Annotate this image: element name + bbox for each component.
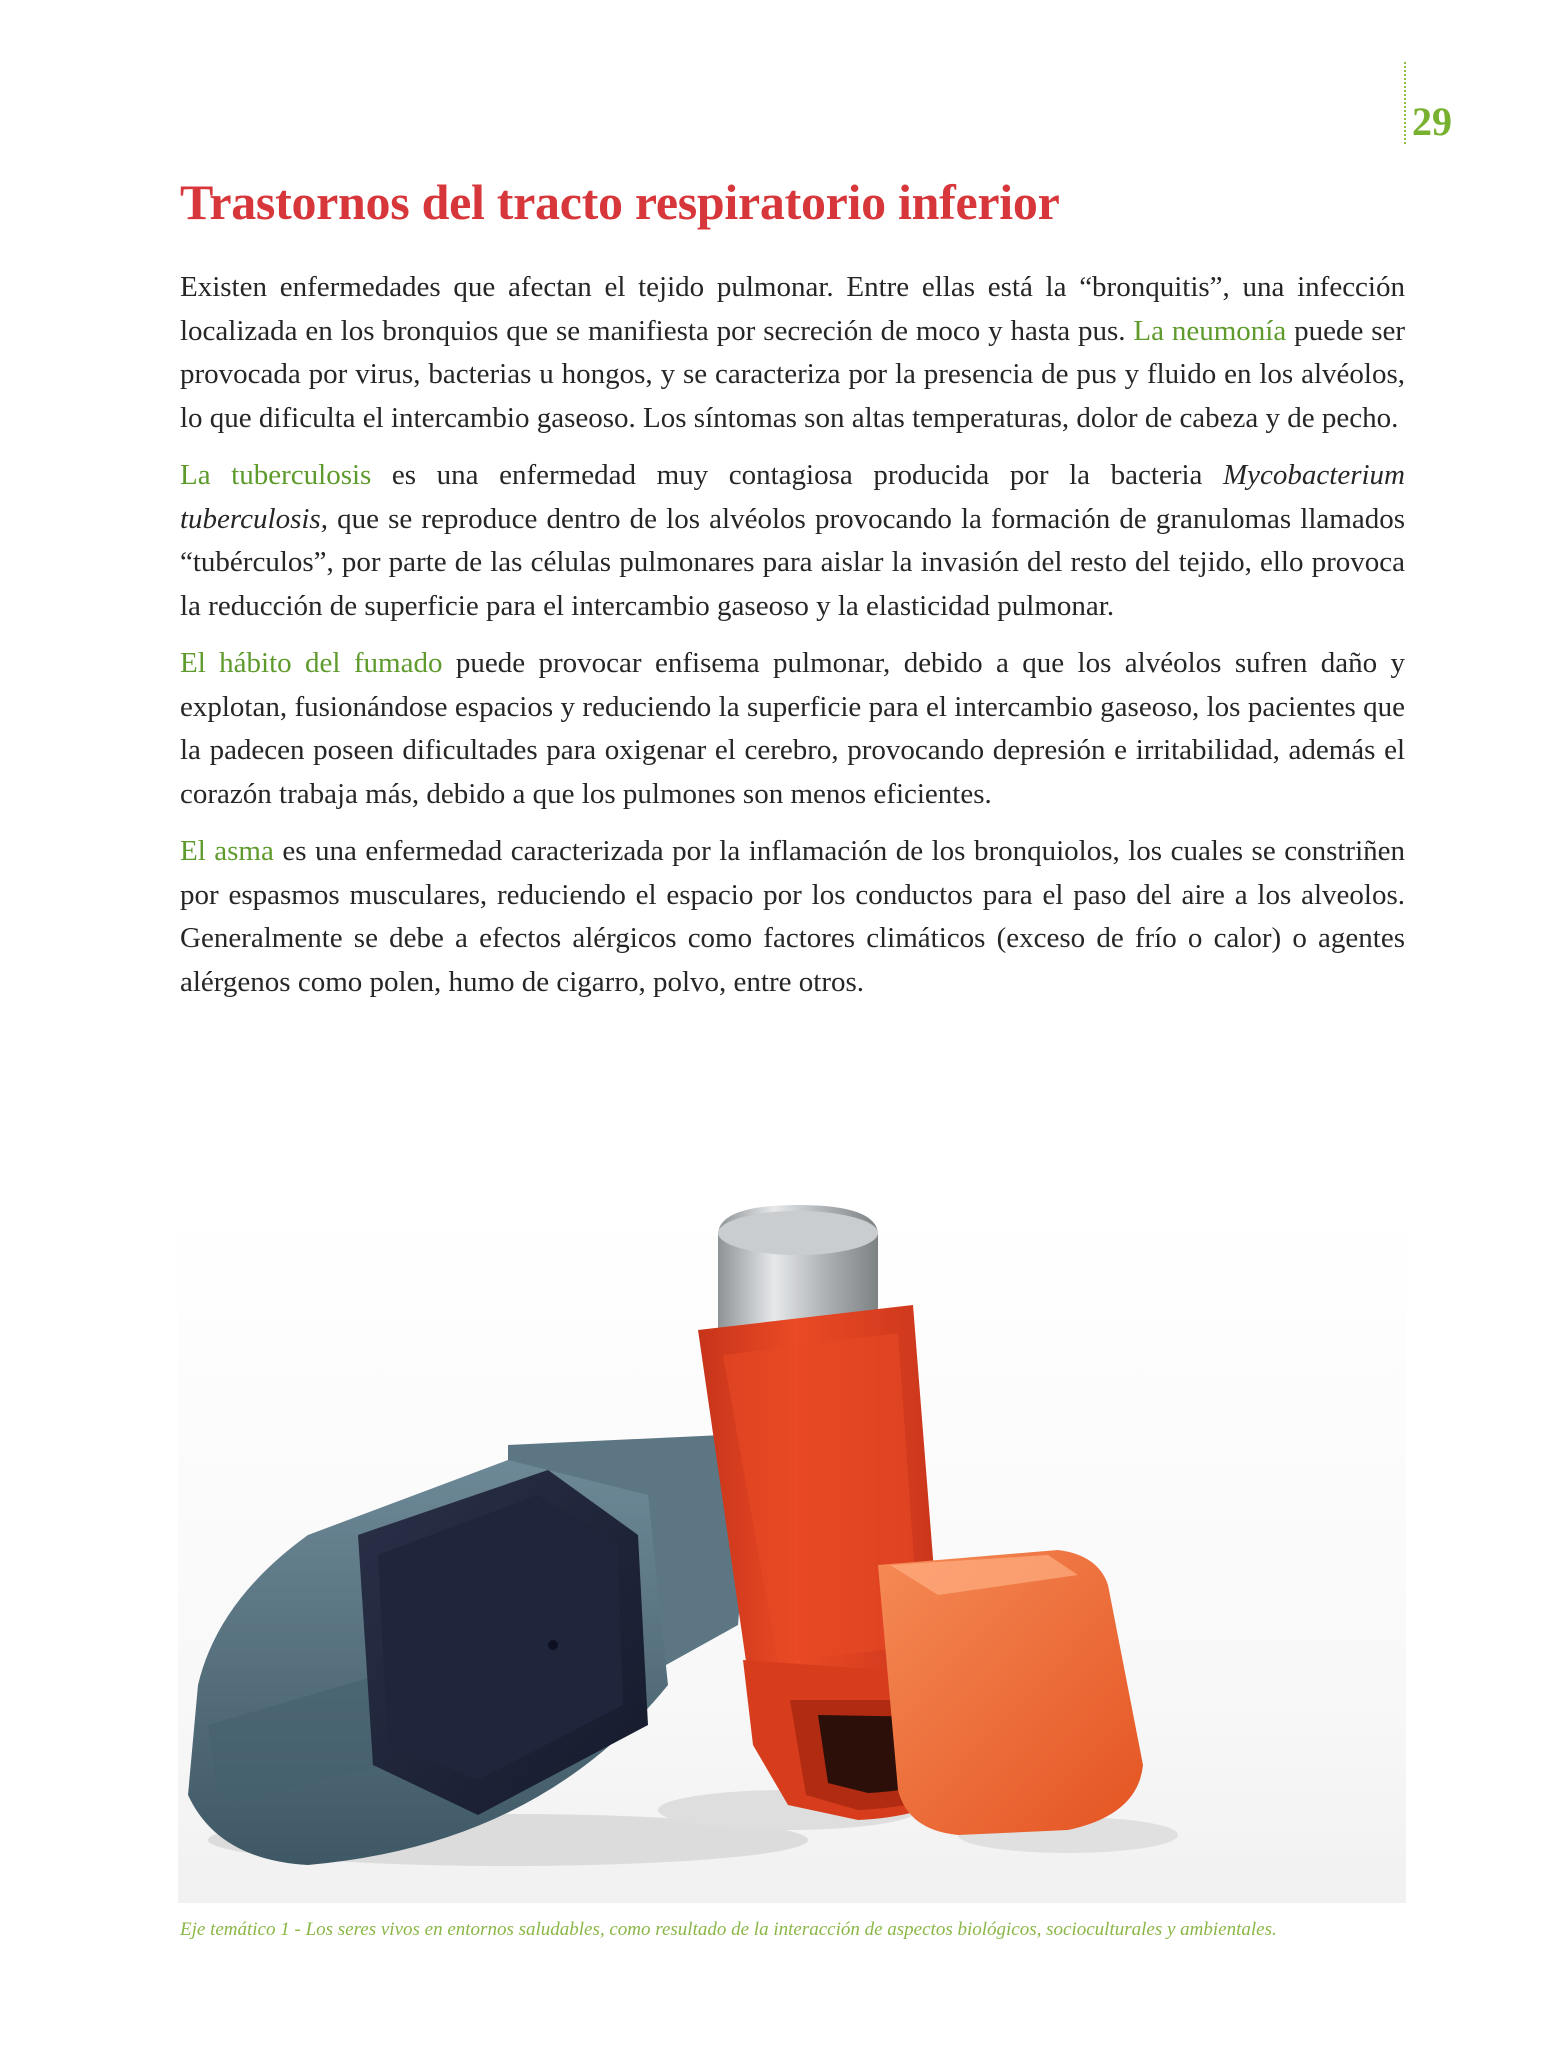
paragraph-bronquitis [180,266,1405,440]
paragraph-text: puede ser provocada por virus, bacterias u hongos, y se caracteriza por la presencia de pus y fluido en los alvéolos, lo que dificulta el intercambio gaseoso. Los síntomas son altas temperaturas, dolor de cabeza y de pecho. [180,314,1406,434]
body-text [180,266,1405,1018]
species-name: Mycobacterium tuberculosis, [180,459,1405,535]
inhalers-photo [178,1205,1406,1903]
paragraph-fumado [180,642,1405,816]
page-number: 29 [1412,99,1452,144]
paragraph-tuberculosis [180,454,1405,628]
page-number-rule [1404,62,1406,144]
paragraph-text: puede provocar enfisema pulmonar, debido a que los alvéolos sufren daño y explotan, fusionándose espacios y reduciendo la superficie para el intercambio gaseoso, los pacientes que la padecen poseen dificultades para oxigenar el cerebro, provocando depresión e irritabilidad, además el corazón trabaja más, debido a que los pulmones son menos eficientes. [180,647,1405,810]
paragraph-text: es una enfermedad muy contagiosa producida por la bacteria [371,459,1223,491]
orange-cap [878,1550,1143,1835]
paragraph-text: es una enfermedad caracterizada por la inflamación de los bronquiolos, los cuales se constriñen por espasmos musculares, reduciendo el espacio por los conductos para el paso del aire a los alveolos. Generalmente se debe a efectos alérgicos como factores climáticos (exceso de frío o calor) o agentes alérgenos como polen, humo de cigarro, polvo, entre otros. [180,835,1405,998]
page-title: Trastornos del tracto respiratorio inferior [180,174,1060,230]
highlight-neumonia: La neumonía [1133,314,1287,347]
highlight-fumado: El hábito del fumado [180,647,443,679]
paragraph-asma [180,830,1405,1004]
blue-inhaler [188,1435,748,1865]
inhalers-illustration [178,1205,1406,1903]
paragraph-text: que se reproduce dentro de los alvéolos provocando la formación de granulomas llamados “tubérculos”, por parte de las células pulmonares para aislar la invasión del resto del tejido, ello provoca la reducción de superficie para el intercambio gaseoso y la elasticidad pulmonar. [180,502,1405,622]
highlight-asma: El asma [180,835,274,867]
highlight-tuberculosis: La tuberculosis [180,459,372,491]
footer-caption: Eje temático 1 - Los seres vivos en entornos saludables, como resultado de la interacción de aspectos biológicos, socioculturales y ambientales. [180,1919,1277,1940]
paragraph-text: Existen enfermedades que afectan el tejido pulmonar. Entre ellas está la “bronquitis”, una infección localizada en los bronquios que se manifiesta por secreción de moco y hasta pus. [180,271,1405,347]
